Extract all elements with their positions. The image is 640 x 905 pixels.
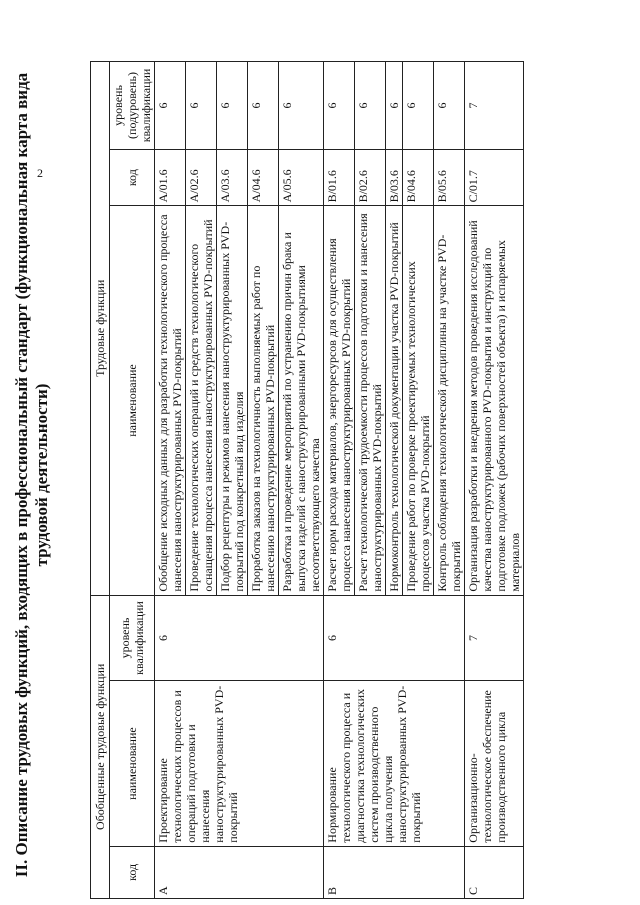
function-sublevel: 6 — [279, 62, 324, 150]
table-row — [155, 62, 186, 899]
function-code: A/02.6 — [186, 149, 217, 205]
table-row — [324, 62, 355, 899]
function-code: B/03.6 — [386, 149, 403, 205]
group-name: Проектирование технологических процессов и операций подготовки и нанесения наноструктурированных PVD-покрытий — [155, 681, 324, 846]
group-code: A — [155, 846, 324, 898]
function-code: B/04.6 — [403, 149, 434, 205]
function-name: Расчет технологической трудоемкости процессов подготовки и нанесения наноструктурированных PVD-покрытий — [355, 206, 386, 595]
function-code: A/01.6 — [155, 149, 186, 205]
col-function-name-header: наименование — [110, 206, 155, 595]
function-sublevel: 6 — [355, 62, 386, 150]
table-body — [155, 62, 524, 899]
function-sublevel: 6 — [403, 62, 434, 150]
function-name: Контроль соблюдения технологической дисциплины на участке PVD-покрытий — [434, 206, 465, 595]
function-name: Разработка и проведение мероприятий по устранению причин брака и выпуска изделий с наноструктурированными PVD-покрытиями несоответствующего качества — [279, 206, 324, 595]
function-code: B/05.6 — [434, 149, 465, 205]
col-sublevel-header: уровень (подуровень) квалификации — [110, 62, 155, 150]
function-code: B/02.6 — [355, 149, 386, 205]
group-code: B — [324, 846, 465, 898]
function-name: Организация разработки и внедрения методов проведения исследований качества наноструктурированного PVD-покрытия и инструкций по подготовке подложек (рабочих поверхностей объекта) и испаряемых материалов — [465, 206, 524, 595]
function-sublevel: 6 — [186, 62, 217, 150]
function-sublevel: 6 — [217, 62, 248, 150]
group-code: C — [465, 846, 524, 898]
function-name: Проработка заказов на технологичность выполняемых работ по нанесению наноструктурированных PVD-покрытий — [248, 206, 279, 595]
section-title: II. Описание трудовых функций, входящих в профессиональный стандарт (функциональная карта вида трудовой деятельности) — [12, 72, 51, 878]
function-code: A/04.6 — [248, 149, 279, 205]
function-code: B/01.6 — [324, 149, 355, 205]
group-name: Нормирование технологического процесса и диагностика технологических систем производственного цикла получения наноструктурированных PVD-покрытий — [324, 681, 465, 846]
function-code: C/01.7 — [465, 149, 524, 205]
function-name: Подбор рецептуры и режимов нанесения наноструктурированных PVD-покрытий под конкретный вид изделия — [217, 206, 248, 595]
function-sublevel: 6 — [386, 62, 403, 150]
group-name: Организационно-технологическое обеспечение производственного цикла — [465, 681, 524, 846]
table-row — [465, 62, 524, 899]
function-name: Расчет норм расхода материалов, энергоресурсов для осуществления процесса нанесения наноструктурированных PVD-покрытий — [324, 206, 355, 595]
col-level-header: уровень квалификации — [110, 595, 155, 681]
function-name: Нормоконтроль технологической документации участка PVD-покрытий — [386, 206, 403, 595]
page-number: 2 — [37, 166, 43, 180]
function-name: Проведение работ по проверке проектируемых технологических процессов участка PVD-покрытий — [403, 206, 434, 595]
col-code-header: код — [110, 846, 155, 898]
function-map-table — [90, 61, 524, 899]
group-level: 6 — [155, 595, 324, 681]
col-function-code-header: код — [110, 149, 155, 205]
function-sublevel: 6 — [248, 62, 279, 150]
function-sublevel: 6 — [324, 62, 355, 150]
group-level: 7 — [465, 595, 524, 681]
function-sublevel: 6 — [155, 62, 186, 150]
rotated-page — [0, 45, 640, 905]
generalized-functions-header: Обобщенные трудовые функции — [91, 595, 110, 898]
function-sublevel: 6 — [434, 62, 465, 150]
function-code: A/03.6 — [217, 149, 248, 205]
col-name-header: наименование — [110, 681, 155, 846]
group-level: 6 — [324, 595, 465, 681]
labor-functions-header: Трудовые функции — [91, 62, 110, 596]
function-name: Обобщение исходных данных для разработки технологического процесса нанесения наноструктурированных PVD-покрытий — [155, 206, 186, 595]
function-code: A/05.6 — [279, 149, 324, 205]
function-sublevel: 7 — [465, 62, 524, 150]
function-name: Проведение технологических операций и средств технологического оснащения процесса нанесения наноструктурированных PVD-покрытий — [186, 206, 217, 595]
